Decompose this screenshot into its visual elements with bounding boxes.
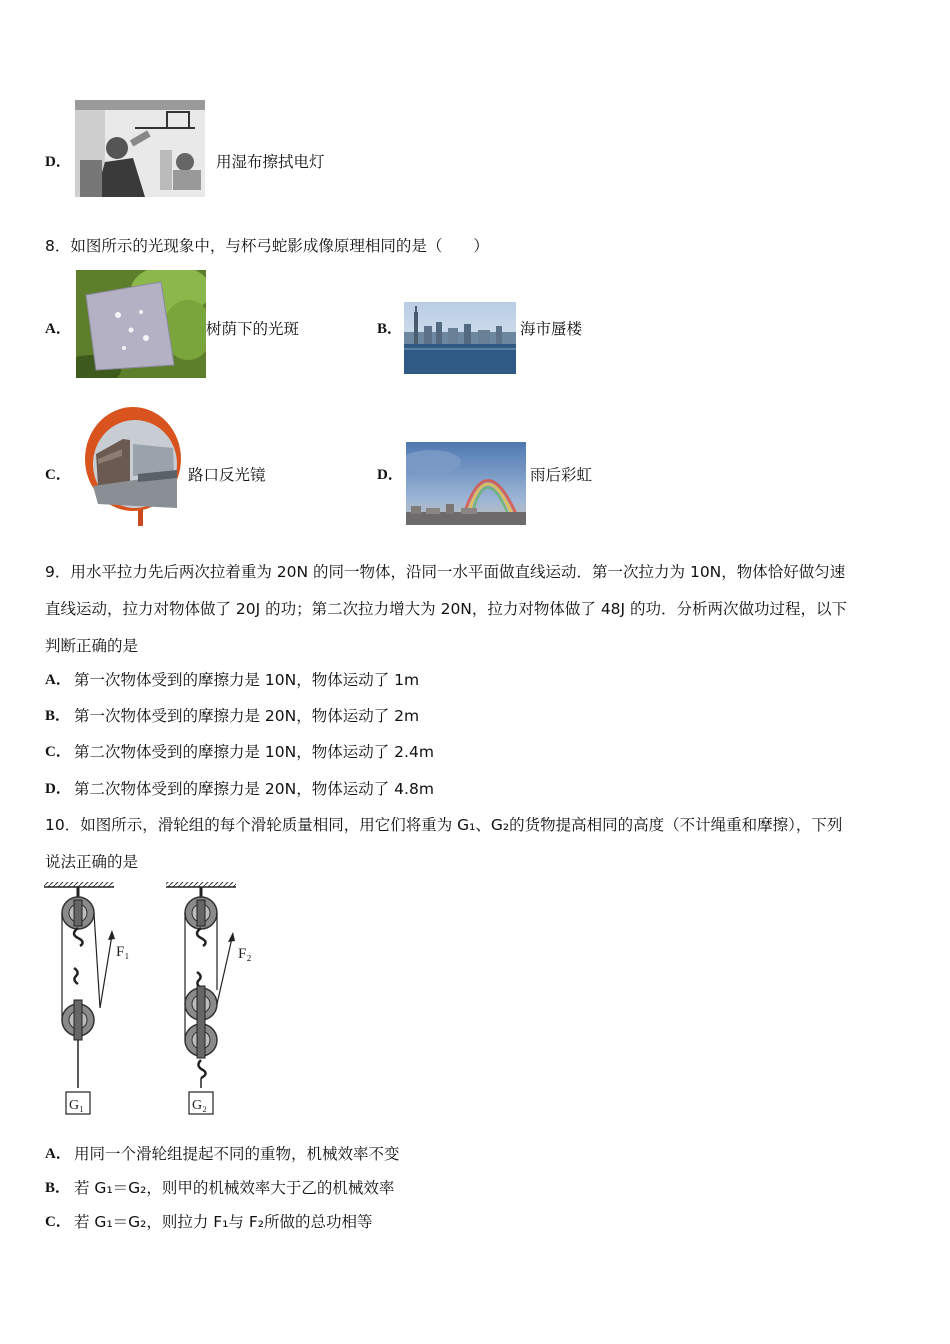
q8-option-b-text: 海市蜃楼 [520, 320, 583, 338]
q8-option-d-label: D． [377, 467, 403, 483]
q10-option-a-text: 用同一个滑轮组提起不同的重物，机械效率不变 [74, 1145, 400, 1163]
q7-option-d-image [75, 100, 205, 197]
q9-option-d-text: 第二次物体受到的摩擦力是 20N，物体运动了 4.8m [74, 780, 434, 798]
q8-option-a-label: A． [45, 321, 71, 337]
q9-stem-line3: 判断正确的是 [45, 637, 139, 655]
q8-option-c-image [78, 404, 186, 526]
weight-label-right: G₂ [192, 1098, 207, 1113]
pulley-system-right [166, 882, 236, 1114]
q7-option-d-label: D． [45, 154, 71, 170]
q7-option-d-text: 用湿布擦拭电灯 [216, 153, 325, 171]
weight-label-left: G₁ [69, 1098, 84, 1113]
force-label-right: F₂ [238, 946, 252, 962]
q9-option-d-label: D． [45, 781, 71, 797]
q8-stem: 8．如图所示的光现象中，与杯弓蛇影成像原理相同的是（ ） [45, 237, 489, 255]
q9-option-b-text: 第一次物体受到的摩擦力是 20N，物体运动了 2m [74, 707, 420, 725]
q10-option-c-text: 若 G₁＝G₂，则拉力 F₁与 F₂所做的总功相等 [74, 1213, 373, 1231]
q9-option-a-text: 第一次物体受到的摩擦力是 10N，物体运动了 1m [74, 671, 420, 689]
q10-stem-line1: 10．如图所示，滑轮组的每个滑轮质量相同，用它们将重为 G₁、G₂的货物提高相同的高度（不计绳重和摩擦），下列 [45, 816, 843, 834]
q8-option-a-text: 树荫下的光斑 [206, 320, 300, 338]
force-label-left: F₁ [116, 944, 130, 960]
q8-option-c-text: 路口反光镜 [188, 466, 266, 484]
q10-stem-line2: 说法正确的是 [45, 853, 139, 871]
q10-option-b-text: 若 G₁＝G₂，则甲的机械效率大于乙的机械效率 [74, 1179, 395, 1197]
q9-option-a-label: A． [45, 672, 71, 688]
q10-option-c-label: C． [45, 1214, 71, 1230]
q8-option-d-image [406, 442, 526, 525]
q8-option-b-image [404, 302, 516, 374]
q9-option-c-text: 第二次物体受到的摩擦力是 10N，物体运动了 2.4m [74, 743, 434, 761]
q9-stem-line1: 9．用水平拉力先后两次拉着重为 20N 的同一物体，沿同一水平面做直线运动．第一次拉力为 10N，物体恰好做匀速 [45, 563, 846, 581]
q9-option-c-label: C． [45, 744, 71, 760]
q8-option-c-label: C． [45, 467, 71, 483]
q8-option-d-text: 雨后彩虹 [530, 466, 593, 484]
q10-option-a-label: A． [45, 1146, 71, 1162]
pulley-diagram [40, 880, 280, 1120]
q8-option-b-label: B． [377, 321, 403, 337]
pulley-system-left [44, 882, 115, 1114]
q8-option-a-image [76, 270, 206, 378]
q9-option-b-label: B． [45, 708, 71, 724]
q10-option-b-label: B． [45, 1180, 71, 1196]
q9-stem-line2: 直线运动，拉力对物体做了 20J 的功；第二次拉力增大为 20N，拉力对物体做了 48J 的功．分析两次做功过程，以下 [45, 600, 848, 618]
